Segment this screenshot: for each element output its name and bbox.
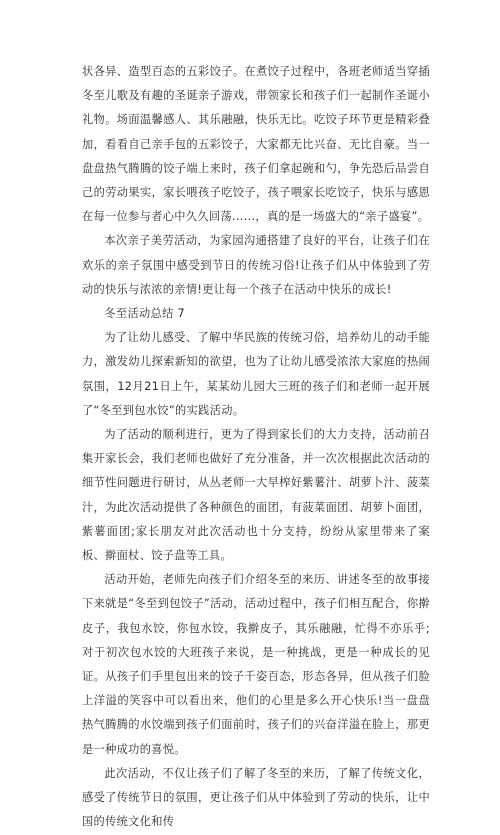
paragraph-intro: 为了让幼儿感受、了解中华民族的传统习俗，培养幼儿的动手能力，激发幼儿探索新知的欲望，也为了让幼儿感受浓浓大家庭的热闹氛围，12月21日上午，某某幼儿园大三班的孩子们和老师一起开展了“冬至到包水饺”的实践活动。 xyxy=(82,331,430,417)
section-title: 冬至活动总结 7 xyxy=(104,307,185,321)
document-body xyxy=(82,60,430,835)
paragraph-activity: 活动开始，老师先向孩子们介绍冬至的来历、讲述冬至的故事接下来就是“冬至到包饺子”活动，活动过程中，孩子们相互配合，你擀皮子，我包水饺，你包水饺，我擀皮子，其乐融融，忙得不亦乐乎;对于初次包水饺的大班孩子来说，是一种挑战，更是一种成长的见证。从孩子们手里包出来的饺子千姿百态，形态各异，但从孩子们脸上洋溢的笑容中可以看出来，他们的心里是多么开心快乐!当一盘盘热气腾腾的水饺端到孩子们面前时，孩子们的兴奋洋溢在脸上，那更是一种成功的喜悦。 xyxy=(82,573,430,756)
paragraph-continued: 状各异、造型百态的五彩饺子。在煮饺子过程中，各班老师适当穿插冬至儿歌及有趣的圣诞亲子游戏，带领家长和孩子们一起制作圣诞小礼物。场面温馨感人、其乐融融，快乐无比。吃饺子环节更是精彩叠加，看看自己亲手包的五彩饺子，大家都无比兴奋、无比自豪。当一盘盘热气腾腾的饺子端上来时，孩子们拿起碗和勺，争先恐后品尝自己的劳动果实，家长喂孩子吃饺子，孩子喂家长吃饺子，快乐与感恩在每一位参与者心中久久回荡......，真的是一场盛大的“亲子盛宴”。 xyxy=(82,65,430,224)
paragraph-summary: 本次亲子美劳活动，为家园沟通搭建了良好的平台，让孩子们在欢乐的亲子氛围中感受到节日的传统习俗!让孩子们从中体验到了劳动的快乐与浓浓的亲情!更让每一个孩子在活动中快乐的成长! xyxy=(82,234,430,296)
paragraph-conclusion: 此次活动，不仅让孩子们了解了冬至的来历，了解了传统文化，感受了传统节日的氛围，更让孩子们从中体验到了劳动的快乐，让中国的传统文化和传 xyxy=(82,766,430,829)
paragraph-preparation: 为了活动的顺利进行，更为了得到家长们的大力支持，活动前召集开家长会，我们老师也做好了充分准备，并一次次根据此次活动的细节性问题进行研讨，从丛老师一大早榨好紫薯汁、胡萝卜汁、菠菜汁，为此次活动提供了各种颜色的面团，有菠菜面团、胡萝卜面团，紫薯面团;家长朋友对此次活动也十分支持，纷纷从家里带来了案板、擀面杖、饺子盘等工具。 xyxy=(82,428,430,563)
